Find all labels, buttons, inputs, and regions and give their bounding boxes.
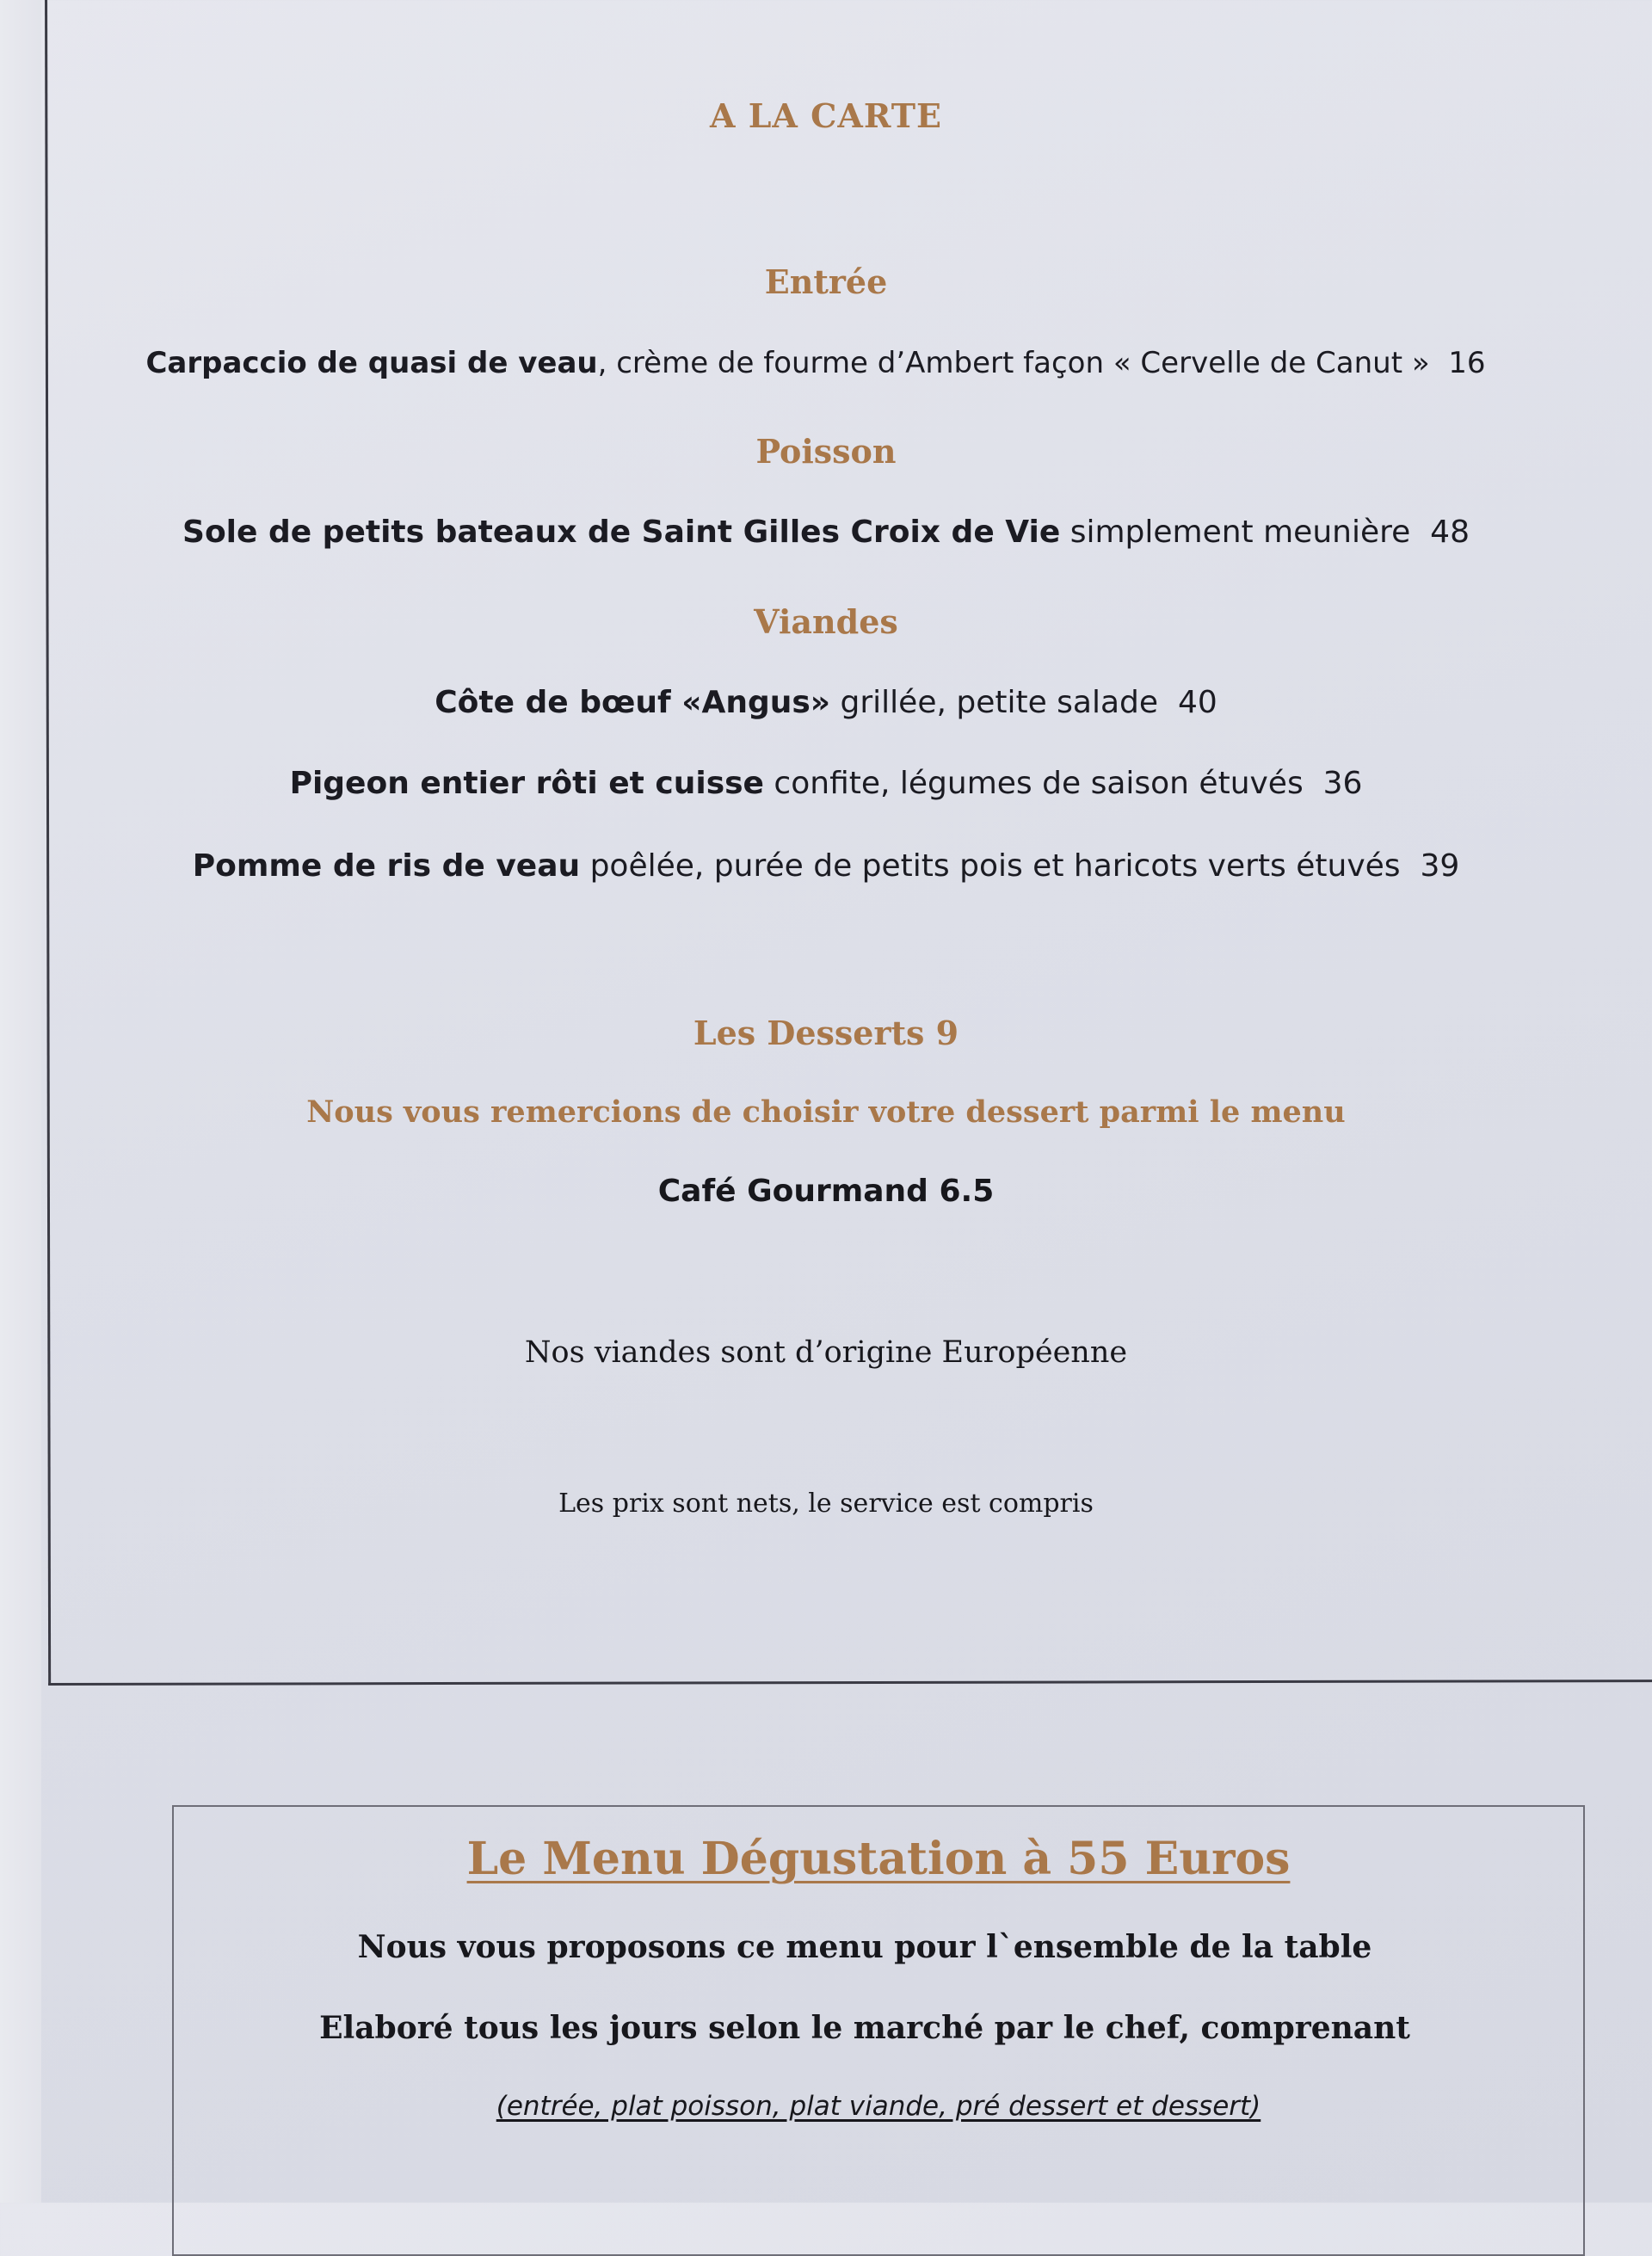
item-desc: , crème de fourme d’Ambert façon « Cervelle de Canut » (597, 346, 1430, 380)
menu-degustation-title: Le Menu Dégustation à 55 Euros (466, 1833, 1291, 1885)
desserts-subheading: Nous vous remercions de choisir votre dessert parmi le menu (306, 1094, 1346, 1130)
menu-item-carpaccio (0, 346, 1642, 380)
section-heading-viandes: Viandes (754, 602, 898, 641)
item-price: 36 (1322, 766, 1363, 801)
desserts-heading: Les Desserts 9 (693, 1014, 959, 1052)
item-name: Pigeon entier rôti et cuisse (289, 766, 764, 801)
item-desc: simplement meunière (1060, 515, 1411, 550)
item-price: 16 (1448, 346, 1486, 380)
item-name: Pomme de ris de veau (192, 848, 581, 884)
item-desc: confite, légumes de saison étuvés (763, 766, 1304, 801)
prices-note: Les prix sont nets, le service est compris (558, 1489, 1094, 1519)
menu-item-sole (0, 515, 1652, 550)
menu-degustation-line-1: Nous vous proposons ce menu pour l`ensemble de la table (357, 1929, 1372, 1965)
item-name: Sole de petits bateaux de Saint Gilles Croix de Vie (182, 515, 1061, 550)
menu-item-cote-de-boeuf (0, 685, 1652, 720)
menu-degustation-line-2: Elaboré tous les jours selon le marché par le chef, comprenant (319, 2010, 1410, 2046)
menu-degustation-frame (172, 1805, 1585, 2256)
a-la-carte-frame (45, 0, 1652, 1686)
section-heading-poisson: Poisson (755, 432, 897, 471)
section-heading-entree: Entrée (764, 262, 888, 301)
a-la-carte-title: A LA CARTE (709, 96, 943, 135)
cafe-gourmand: Café Gourmand 6.5 (657, 1174, 995, 1209)
menu-degustation-detail: (entrée, plat poisson, plat viande, pré dessert et dessert) (496, 2091, 1261, 2122)
item-desc: grillée, petite salade (830, 685, 1159, 720)
item-name: Côte de bœuf «Angus» (435, 685, 831, 720)
menu-item-ris-de-veau (0, 848, 1652, 884)
item-price: 48 (1430, 515, 1470, 550)
menu-item-pigeon (0, 766, 1652, 801)
item-price: 40 (1177, 685, 1217, 720)
item-name: Carpaccio de quasi de veau (145, 346, 598, 380)
meat-origin-note: Nos viandes sont d’origine Européenne (524, 1335, 1128, 1370)
item-desc: poêlée, purée de petits pois et haricots verts étuvés (580, 848, 1401, 884)
item-price: 39 (1420, 848, 1460, 884)
